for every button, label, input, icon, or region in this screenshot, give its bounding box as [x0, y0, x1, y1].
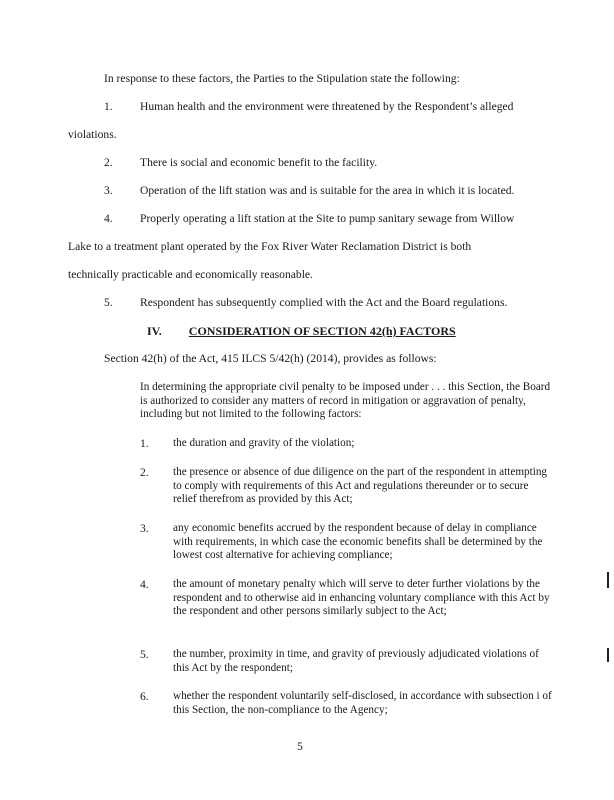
- item-number: 4.: [104, 212, 113, 225]
- item-text: Properly operating a lift station at the Site to pump sanitary sewage from Willow: [140, 212, 515, 225]
- factor-number: 6.: [140, 690, 149, 703]
- scan-artifact: [607, 648, 609, 662]
- item-number: 2.: [104, 156, 113, 169]
- section-intro: Section 42(h) of the Act, 415 ILCS 5/42(h) (2014), provides as follows:: [104, 352, 437, 365]
- intro-paragraph: In response to these factors, the Parties to the Stipulation state the following:: [104, 72, 460, 85]
- factor-number: 5.: [140, 648, 149, 661]
- item-continuation: Lake to a treatment plant operated by the Fox River Water Reclamation District is both: [68, 240, 472, 253]
- factor-text: the duration and gravity of the violation;: [173, 437, 355, 449]
- page-number: 5: [297, 740, 303, 753]
- factor-text: whether the respondent voluntarily self-disclosed, in accordance with subsection i of this Section, the non-compliance to the Agency;: [173, 690, 552, 716]
- factor-number: 3.: [140, 522, 149, 535]
- factor-number: 2.: [140, 466, 149, 479]
- factor-number: 1.: [140, 437, 149, 450]
- factor-text: the amount of monetary penalty which will serve to deter further violations by the respondent and to otherwise aid in enhancing voluntary compliance with this Act by the respondent and other persons similarly subject to the Act;: [173, 578, 550, 618]
- item-text: There is social and economic benefit to the facility.: [140, 156, 378, 169]
- item-continuation: technically practicable and economically reasonable.: [68, 268, 313, 281]
- scan-artifact: [607, 572, 609, 588]
- item-number: 1.: [104, 100, 113, 113]
- item-number: 5.: [104, 296, 113, 309]
- quote-intro: In determining the appropriate civil penalty to be imposed under . . . this Section, the Board is authorized to consider any matters of record in mitigation or aggravation of penalty, including but not limited to the following factors:: [140, 381, 551, 421]
- factor-text: any economic benefits accrued by the respondent because of delay in compliance with requirements, in which case the economic benefits shall be determined by the lowest cost alternative for achieving compliance;: [173, 522, 543, 562]
- section-number: IV.: [147, 324, 162, 338]
- item-number: 3.: [104, 184, 113, 197]
- item-text: Human health and the environment were threatened by the Respondent’s alleged: [140, 100, 514, 113]
- factor-text: the number, proximity in time, and gravity of previously adjudicated violations of this Act by the respondent;: [173, 648, 539, 674]
- item-text: Operation of the lift station was and is suitable for the area in which it is located.: [140, 184, 515, 197]
- item-continuation: violations.: [68, 128, 117, 141]
- factor-number: 4.: [140, 578, 149, 591]
- section-title: CONSIDERATION OF SECTION 42(h) FACTORS: [188, 324, 456, 338]
- section-heading: [147, 324, 456, 338]
- item-text: Respondent has subsequently complied with the Act and the Board regulations.: [140, 296, 508, 309]
- factor-text: the presence or absence of due diligence on the part of the respondent in attempting to comply with requirements of this Act and regulations thereunder or to secure relief therefrom as provided by this Act;: [173, 466, 548, 506]
